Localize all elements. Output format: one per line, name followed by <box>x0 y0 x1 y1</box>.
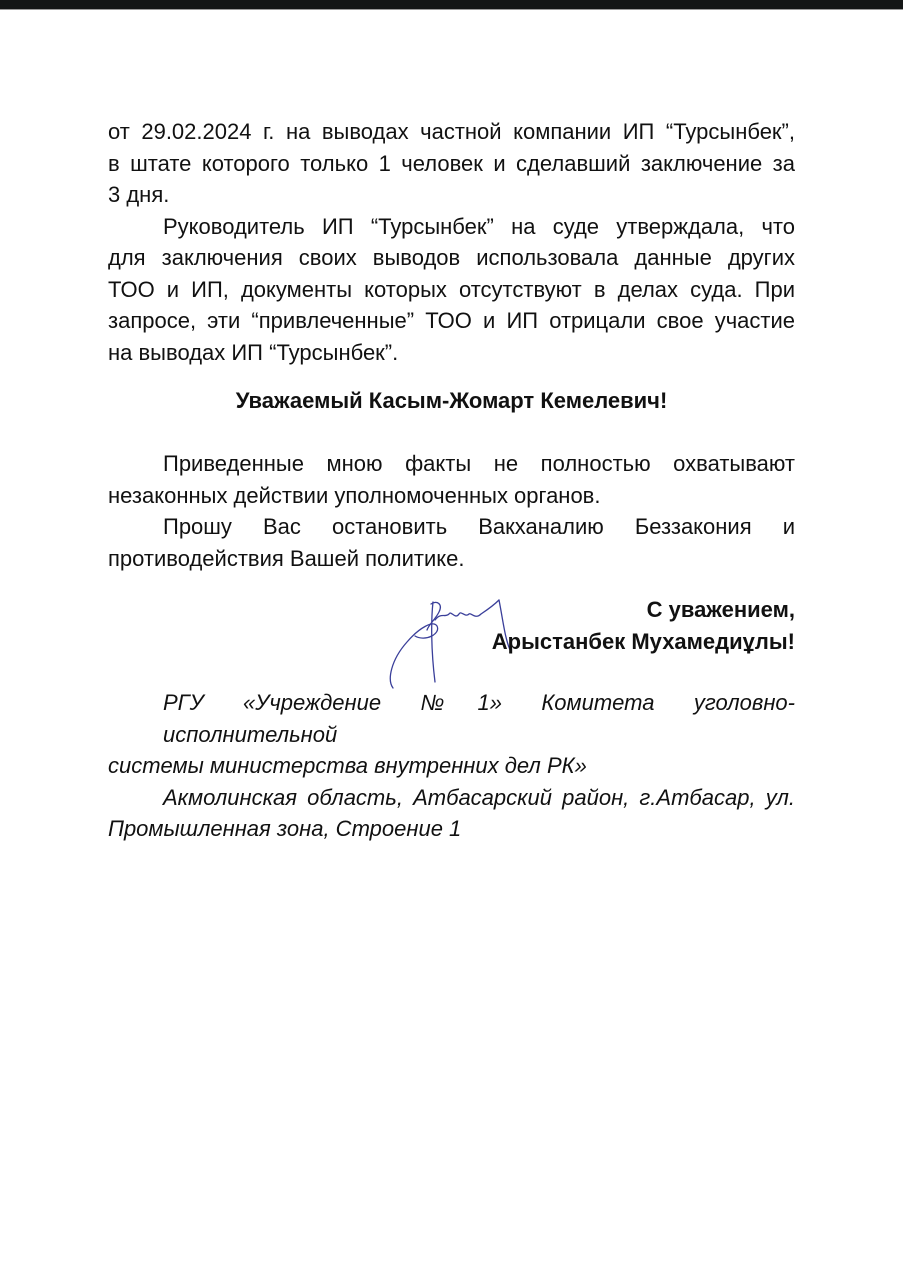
top-bar <box>0 0 903 10</box>
text-line: на выводах ИП “Турсынбек”. <box>108 339 399 365</box>
text-line: запросе, эти “привлеченные” ТОО и ИП отрицали свое участие <box>108 308 795 333</box>
paragraph-3 <box>108 448 795 511</box>
text-line: РГУ «Учреждение №1» Комитета уголовно-исполнительной <box>163 690 795 747</box>
institution-info <box>108 687 795 782</box>
address-info <box>108 782 795 845</box>
text-line: незаконных действии уполномоченных органов. <box>108 482 601 508</box>
text-line: Прошу Вас остановить Вакханалию Беззакония и <box>163 514 795 539</box>
text-line: 3 дня. <box>108 182 170 207</box>
text-line: для заключения своих выводов использовала данные других <box>108 245 795 270</box>
sender-address-block <box>108 687 795 845</box>
text-line: в штате которого только 1 человек и сделавший заключение за <box>108 150 795 176</box>
text-line: от 29.02.2024 г. на выводах частной компании ИП “Турсынбек”, <box>108 119 795 144</box>
text-line: Промышленная зона, Строение 1 <box>108 816 462 841</box>
text-line: ТОО и ИП, документы которых отсутствуют в делах суда. При <box>108 276 795 302</box>
closing-text: С уважением, <box>646 597 795 622</box>
text-line: Приведенные мною факты не полностью охватывают <box>163 451 795 476</box>
paragraph-4 <box>108 511 795 574</box>
text-line: системы министерства внутренних дел РК» <box>108 753 587 778</box>
text-line: Руководитель ИП “Турсынбек” на суде утверждала, что <box>163 213 795 239</box>
greeting-heading: Уважаемый Касым-Жомарт Кемелевич! <box>235 388 668 413</box>
text-line: противодействия Вашей политике. <box>108 545 465 571</box>
paragraph-2 <box>108 211 795 369</box>
text-line: Акмолинская область, Атбасарский район, г.Атбасар, ул. <box>163 784 795 810</box>
paragraph-1 <box>108 116 795 211</box>
document-body <box>108 116 795 368</box>
signoff-block <box>492 594 795 657</box>
closing-paragraphs <box>108 448 795 574</box>
signer-name: Арыстанбек Мухамедиұлы! <box>491 628 795 654</box>
